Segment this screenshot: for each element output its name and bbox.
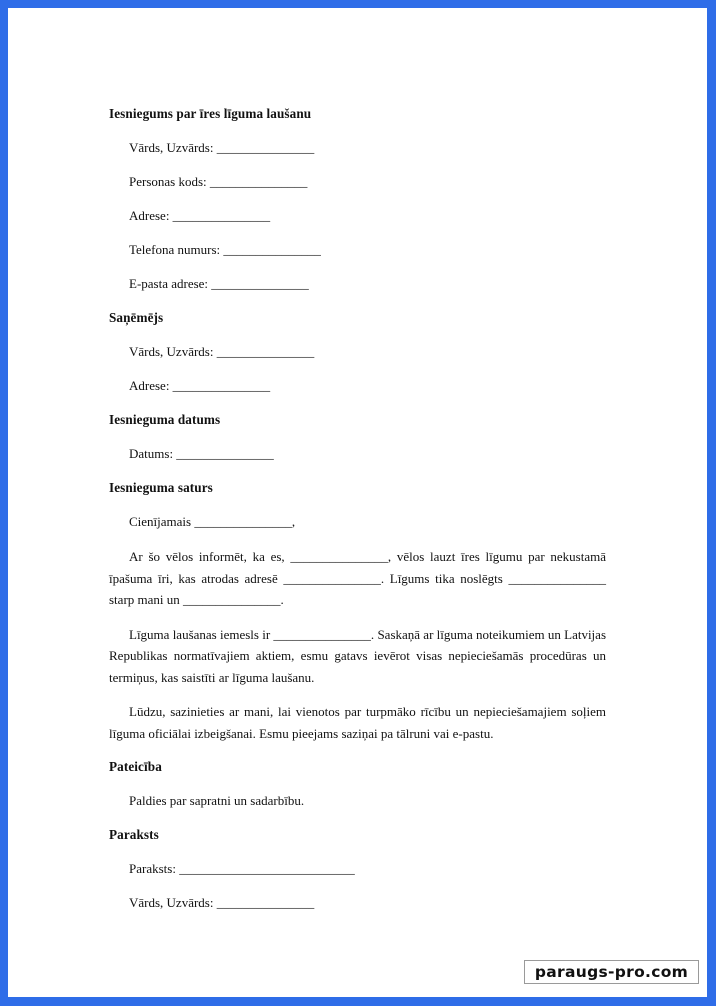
greeting: Cienījamais _______________,: [129, 514, 296, 529]
field-phone: Telefona numurs: _______________: [129, 242, 321, 257]
field-recipient-name: Vārds, Uzvārds: _______________: [129, 344, 315, 359]
section-signature: [109, 825, 606, 913]
field-email: E-pasta adrese: _______________: [129, 276, 309, 291]
document-body: [109, 104, 606, 927]
field-signer-name: Vārds, Uzvārds: _______________: [129, 895, 315, 910]
body-paragraph: Līguma laušanas iemesls ir _______________. Saskaņā ar līguma noteikumiem un Latvijas Republikas normatīvajiem aktiem, esmu gatavs ievērot visas nepieciešamās procedūras un termiņus, kas saistīti ar līguma laušanu.: [109, 626, 606, 685]
thanks-text: Paldies par sapratni un sadarbību.: [129, 793, 305, 808]
document-page: [8, 8, 707, 997]
watermark-badge: paraugs-pro.com: [524, 960, 699, 984]
body-paragraph: Lūdzu, sazinieties ar mani, lai vienotos par turpmāko rīcību un nepieciešamajiem soļiem līguma oficiālai izbeigšanai. Esmu pieejams saziņai pa tālruni vai e-pastu.: [109, 704, 606, 741]
section-heading: Paraksts: [109, 827, 159, 842]
section-heading: Pateicība: [109, 759, 162, 774]
field-signature: Paraksts: ___________________________: [129, 861, 355, 876]
body-paragraph: Ar šo vēlos informēt, ka es, _______________, vēlos lauzt īres līgumu par nekustamā īpašuma īri, kas atrodas adresē _______________. Līgums tika noslēgts _______________ starp mani un _______________.: [109, 549, 606, 607]
section-applicant: [109, 104, 606, 294]
section-recipient: [109, 308, 606, 396]
section-heading: Iesniegums par īres līguma laušanu: [109, 106, 312, 121]
section-heading: Iesnieguma datums: [109, 412, 221, 427]
field-date: Datums: _______________: [129, 446, 274, 461]
section-date: [109, 410, 606, 464]
field-recipient-address: Adrese: _______________: [129, 378, 271, 393]
section-thanks: [109, 757, 606, 811]
field-address: Adrese: _______________: [129, 208, 271, 223]
field-full-name: Vārds, Uzvārds: _______________: [129, 140, 315, 155]
field-personal-code: Personas kods: _______________: [129, 174, 308, 189]
section-heading: Iesnieguma saturs: [109, 480, 213, 495]
section-heading: Saņēmējs: [109, 310, 164, 325]
section-content: [109, 478, 606, 744]
